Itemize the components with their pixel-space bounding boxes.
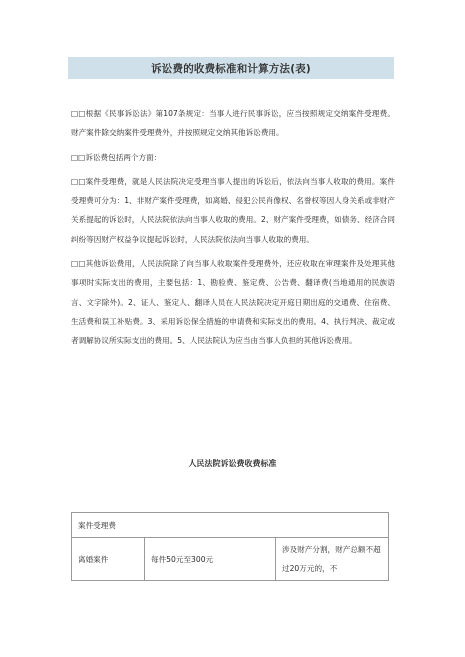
fee-cell: 每件50元至300元 bbox=[145, 538, 276, 581]
document-title-bar bbox=[68, 57, 394, 79]
table-header-row bbox=[72, 513, 389, 538]
case-type-cell: 离婚案件 bbox=[72, 538, 145, 581]
paragraph-other-fees: □□其他诉讼费用，人民法院除了向当事人收取案件受理费外，还应收取在审理案件及处理其他事项时实际支出的费用，主要包括：1、勘验费、鉴定费、公告费、翻译费(当地通用的民族语言、文字除外)。2、证人、鉴定人、翻译人员在人民法院决定开庭日期出庭的交通费、住宿费、生活费和误工补贴费。3、采用诉讼保全措施的申请费和实际支出的费用。4、执行判决、裁定或者调解协议所实际支出的费用。5、人民法院认为应当由当事人负担的其他诉讼费用。 bbox=[71, 259, 395, 346]
paragraph-two-aspects: □□诉讼费包括两个方面： bbox=[71, 152, 162, 162]
paragraph-legal-basis: □□根据《民事诉讼法》第107条规定：当事人进行民事诉讼，应当按照规定交纳案件受理费。财产案件除交纳案件受理费外，并按照规定交纳其他诉讼费用。 bbox=[71, 109, 395, 138]
table-row bbox=[72, 538, 389, 581]
table-header-cell: 案件受理费 bbox=[72, 513, 389, 538]
fee-standard-subtitle: 人民法院诉讼费收费标准 bbox=[188, 459, 277, 468]
fee-table bbox=[71, 512, 389, 581]
document-body bbox=[71, 104, 395, 351]
document-title: 诉讼费的收费标准和计算方法(表) bbox=[151, 62, 311, 75]
note-cell: 涉及财产分割，财产总额不超过20万元的，不 bbox=[276, 538, 389, 581]
paragraph-case-acceptance-fee: □□案件受理费，就是人民法院决定受理当事人提出的诉讼后，依法向当事人收取的费用。案件受理费可分为：1、非财产案件受理费，如离婚、侵犯公民肖像权、名誉权等因人身关系或非财产关系提起的诉讼时，人民法院依法向当事人收取的费用。2、财产案件受理费，如债务、经济合同纠纷等因财产权益争议提起诉讼时，人民法院依法向当事人收取的费用。 bbox=[71, 176, 395, 244]
